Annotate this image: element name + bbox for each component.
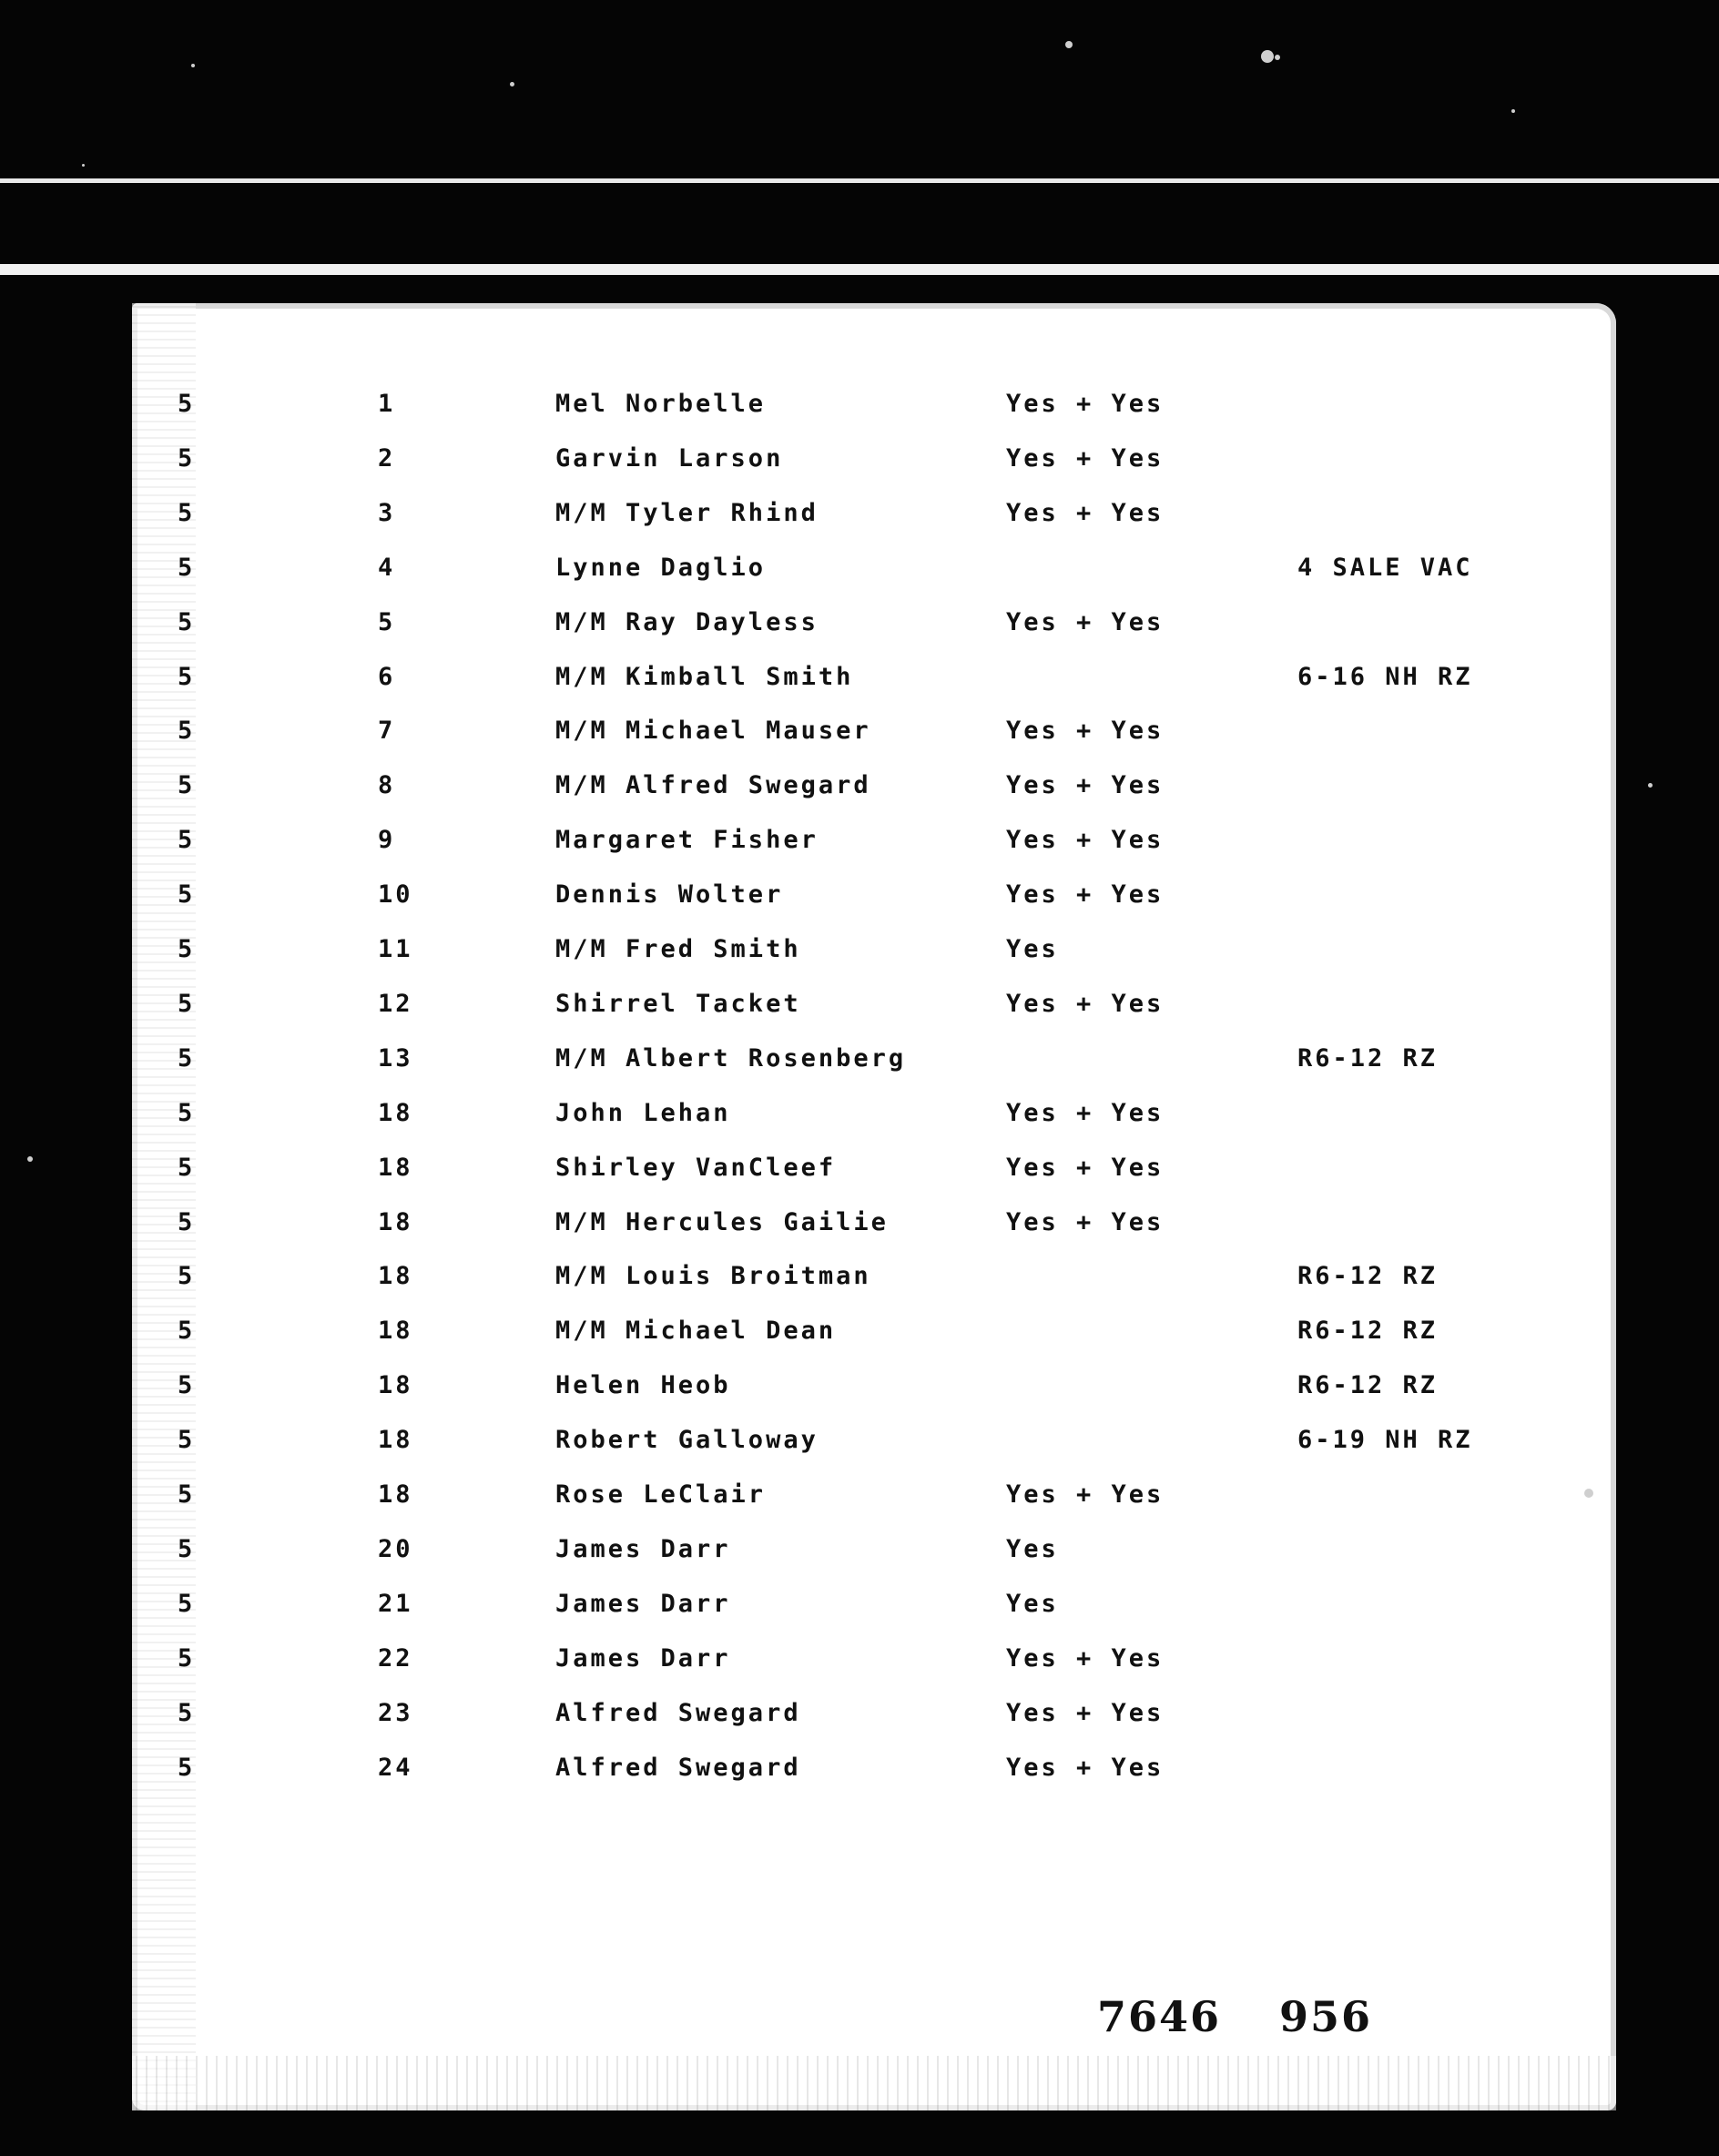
lot-cell: 1 [378,390,396,418]
scan-speck [1261,50,1274,63]
lot-cell: 24 [378,1753,413,1782]
section-cell: 5 [178,1589,196,1618]
name-cell: M/M Michael Mauser [555,717,871,746]
name-cell: Alfred Swegard [555,1698,801,1727]
lot-cell: 18 [378,1153,413,1182]
note-cell: R6-12 RZ [1297,1317,1439,1346]
response-cell: Yes + Yes [1006,443,1165,473]
name-cell: Helen Heob [555,1371,731,1400]
note-cell: R6-12 RZ [1297,1262,1439,1291]
list-item [132,1480,1616,1517]
list-item [132,499,1616,535]
name-cell: M/M Louis Broitman [555,1262,871,1291]
list-item [132,1644,1616,1681]
response-cell: Yes + Yes [1006,717,1165,746]
response-cell: Yes + Yes [1006,390,1165,418]
name-cell: M/M Alfred Swegard [555,771,871,800]
list-item [132,554,1616,590]
list-item [132,663,1616,699]
scan-edge-rule [0,264,1719,275]
name-cell: M/M Hercules Gailie [555,1207,889,1236]
response-cell: Yes + Yes [1006,1643,1165,1673]
response-cell: Yes + Yes [1006,1207,1165,1236]
section-cell: 5 [178,390,196,418]
lot-cell: 8 [378,771,396,800]
list-item [132,1154,1616,1190]
lot-cell: 18 [378,1317,413,1346]
lot-cell: 18 [378,1480,413,1509]
scan-speck [1275,55,1280,60]
section-cell: 5 [178,717,196,746]
name-cell: James Darr [555,1589,731,1618]
section-cell: 5 [178,1753,196,1782]
list-item [132,1371,1616,1408]
name-cell: M/M Albert Rosenberg [555,1043,907,1073]
lot-cell: 3 [378,498,396,527]
response-cell: Yes + Yes [1006,989,1165,1018]
scan-speck [27,1156,33,1162]
lot-cell: 11 [378,935,413,963]
section-cell: 5 [178,1262,196,1291]
lot-cell: 6 [378,662,396,691]
response-cell: Yes + Yes [1006,607,1165,636]
scan-speck [1065,41,1073,48]
note-cell: 6-16 NH RZ [1297,662,1473,691]
section-cell: 5 [178,1153,196,1182]
note-cell: R6-12 RZ [1297,1043,1439,1073]
list-item [132,1208,1616,1245]
footer-number-right: 956 [1279,1992,1373,2041]
list-item [132,1099,1616,1135]
section-cell: 5 [178,1043,196,1073]
response-cell: Yes + Yes [1006,771,1165,800]
name-cell: Shirrel Tacket [555,989,801,1018]
section-cell: 5 [178,771,196,800]
section-cell: 5 [178,989,196,1018]
name-cell: James Darr [555,1534,731,1563]
list-item [132,990,1616,1026]
scan-speck [1511,109,1515,113]
list-item [132,1535,1616,1571]
lot-cell: 21 [378,1589,413,1618]
name-cell: Alfred Swegard [555,1753,801,1782]
lot-cell: 18 [378,1426,413,1455]
section-cell: 5 [178,880,196,910]
section-cell: 5 [178,662,196,691]
list-item [132,1590,1616,1626]
list-item [132,390,1616,426]
lot-cell: 9 [378,826,396,855]
name-cell: M/M Tyler Rhind [555,498,819,527]
lot-cell: 22 [378,1643,413,1673]
response-cell: Yes + Yes [1006,826,1165,855]
lot-cell: 18 [378,1262,413,1291]
response-cell: Yes + Yes [1006,498,1165,527]
list-item [132,608,1616,645]
name-cell: M/M Kimball Smith [555,662,854,691]
lot-cell: 23 [378,1698,413,1727]
section-cell: 5 [178,1426,196,1455]
response-cell: Yes + Yes [1006,1698,1165,1727]
lot-cell: 13 [378,1043,413,1073]
list-item [132,771,1616,808]
response-cell: Yes + Yes [1006,1153,1165,1182]
document-sheet [132,303,1616,2110]
section-cell: 5 [178,1643,196,1673]
section-cell: 5 [178,935,196,963]
name-cell: Garvin Larson [555,443,784,473]
response-cell: Yes [1006,935,1059,963]
section-cell: 5 [178,826,196,855]
section-cell: 5 [178,1371,196,1400]
scan-speck [82,164,85,167]
list-item [132,1317,1616,1353]
response-cell: Yes + Yes [1006,1098,1165,1127]
lot-cell: 4 [378,553,396,582]
response-cell: Yes [1006,1534,1059,1563]
response-cell: Yes [1006,1589,1059,1618]
section-cell: 5 [178,1098,196,1127]
lot-cell: 18 [378,1371,413,1400]
lot-cell: 12 [378,989,413,1018]
scan-speck [1584,1489,1593,1498]
lot-cell: 7 [378,717,396,746]
lot-cell: 2 [378,443,396,473]
name-cell: Rose LeClair [555,1480,767,1509]
response-cell: Yes + Yes [1006,880,1165,910]
footer-number-left: 7646 [1097,1992,1222,2041]
note-cell: 6-19 NH RZ [1297,1426,1473,1455]
name-cell: M/M Ray Dayless [555,607,819,636]
list-item [132,880,1616,917]
scan-speck [510,82,514,86]
name-cell: Robert Galloway [555,1426,819,1455]
name-cell: John Lehan [555,1098,731,1127]
section-cell: 5 [178,1207,196,1236]
section-cell: 5 [178,1480,196,1509]
lot-cell: 10 [378,880,413,910]
lot-cell: 5 [378,607,396,636]
name-cell: Margaret Fisher [555,826,819,855]
scan-speck [191,64,195,67]
list-item [132,717,1616,753]
response-cell: Yes + Yes [1006,1753,1165,1782]
scan-noise-bottom [132,2056,1616,2110]
name-cell: M/M Fred Smith [555,935,801,963]
section-cell: 5 [178,1317,196,1346]
list-item [132,444,1616,481]
lot-cell: 18 [378,1098,413,1127]
list-item [132,1044,1616,1081]
note-cell: 4 SALE VAC [1297,553,1473,582]
scan-speck [1648,783,1653,788]
name-cell: Lynne Daglio [555,553,767,582]
top-rule [0,178,1719,183]
name-cell: James Darr [555,1643,731,1673]
name-cell: Dennis Wolter [555,880,784,910]
list-item [132,1699,1616,1735]
lot-cell: 20 [378,1534,413,1563]
section-cell: 5 [178,553,196,582]
section-cell: 5 [178,1534,196,1563]
response-cell: Yes + Yes [1006,1480,1165,1509]
note-cell: R6-12 RZ [1297,1371,1439,1400]
name-cell: M/M Michael Dean [555,1317,837,1346]
list-item [132,1262,1616,1298]
section-cell: 5 [178,607,196,636]
list-item [132,1426,1616,1462]
section-cell: 5 [178,443,196,473]
section-cell: 5 [178,1698,196,1727]
list-item [132,935,1616,971]
section-cell: 5 [178,498,196,527]
name-cell: Mel Norbelle [555,390,767,418]
list-item [132,1754,1616,1790]
lot-cell: 18 [378,1207,413,1236]
list-item [132,826,1616,862]
name-cell: Shirley VanCleef [555,1153,837,1182]
